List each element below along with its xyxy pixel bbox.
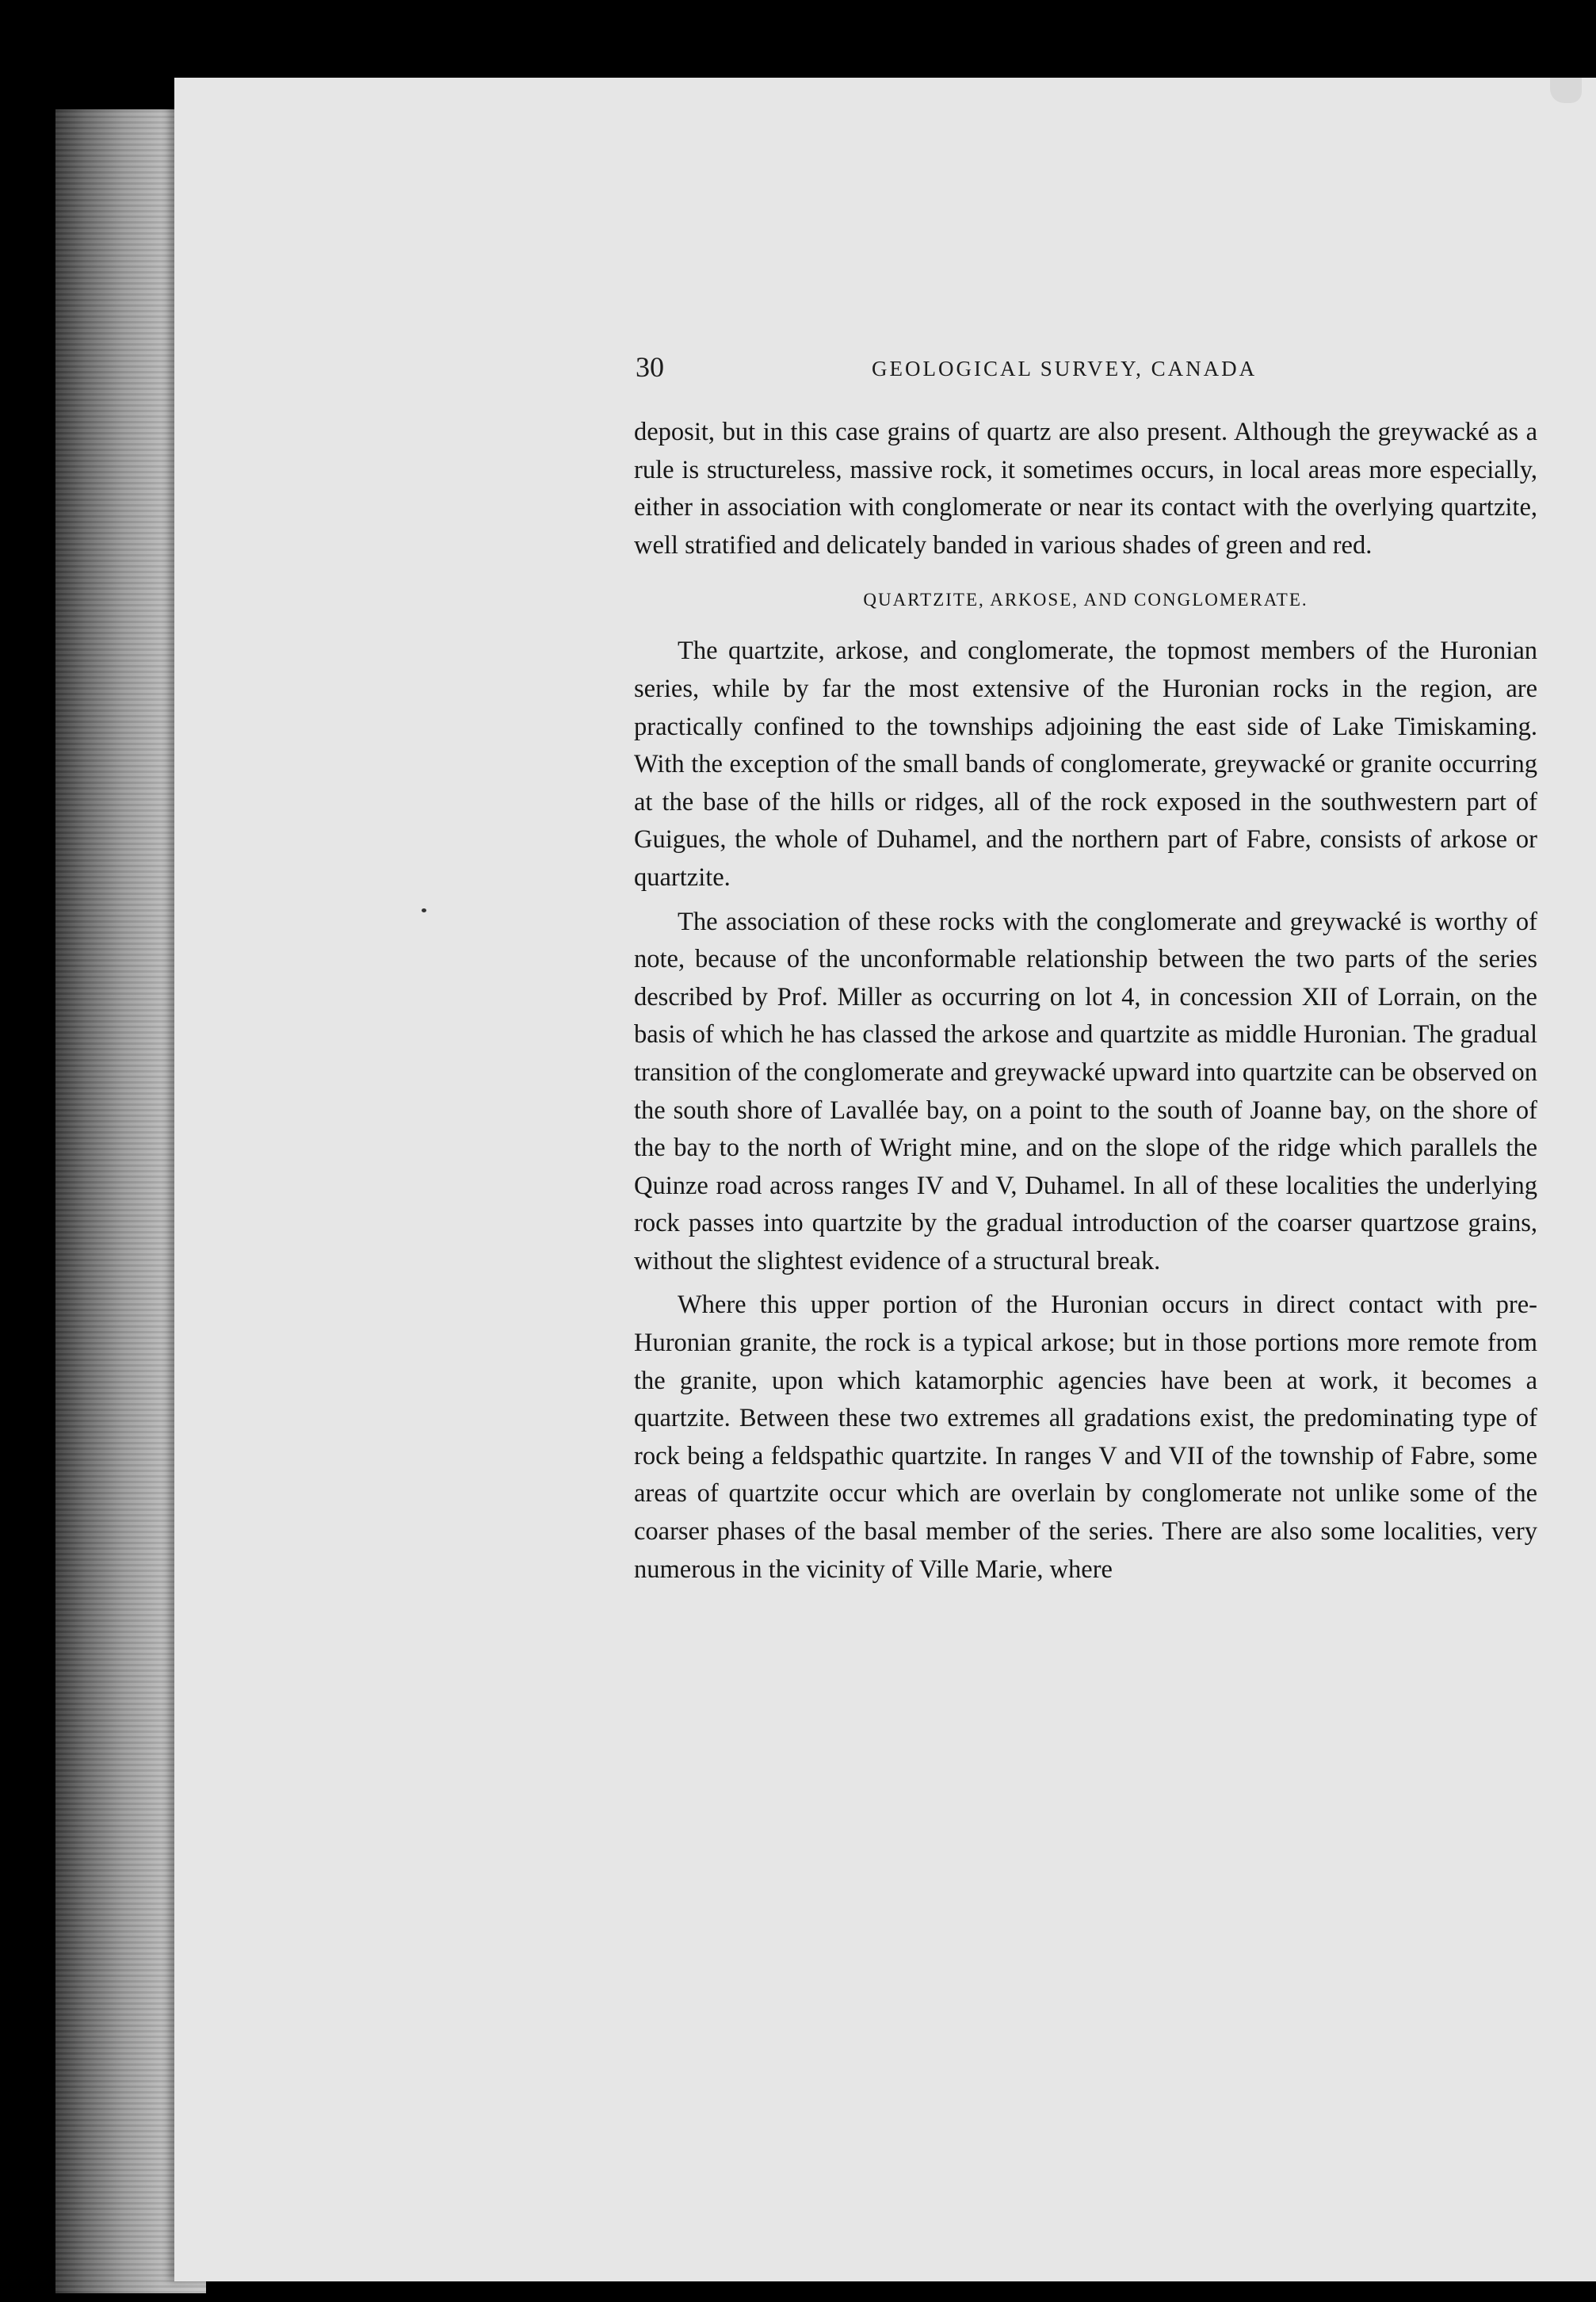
body-text xyxy=(634,414,1537,1589)
page-header xyxy=(636,350,1539,390)
page-number: 30 xyxy=(636,351,664,383)
running-head: GEOLOGICAL SURVEY, CANADA xyxy=(872,357,1258,380)
paragraph: The quartzite, arkose, and conglomerate, the topmost members of the Huronian series, while by far the most extensive of the Huronian rocks in the region, are practically confined to the townships adjoining the east side of Lake Timiskaming. With the exception of the small bands of conglomerate, greywacké or granite occurring at the base of the hills or ridges, all of the rock exposed in the southwestern part of Guigues, the whole of Duhamel, and the northern part of Fabre, consists of arkose or quartzite. xyxy=(634,637,1537,892)
stray-ink-mark xyxy=(422,908,426,912)
paragraph-continuation: deposit, but in this case grains of quartz are also present. Although the greywacké as a rule is structureless, massive rock, it sometimes occurs, in local areas more especially, either in association with conglomerate or near its contact with the overlying quartzite, well stratified and delicately banded in various shades of green and red. xyxy=(634,418,1537,560)
paragraph: The association of these rocks with the conglomerate and greywacké is worthy of note, because of the unconformable relationship between the two parts of the series described by Prof. Miller as occurring on lot 4, in concession XII of Lorrain, on the basis of which he has classed the arkose and quartzite as middle Huronian. The gradual transition of the conglomerate and greywacké upward into quartzite can be observed on the south shore of Lavallée bay, on a point to the south of Joanne bay, on the shore of the bay to the north of Wright mine, and on the slope of the ridge which parallels the Quinze road across ranges IV and V, Duhamel. In all of these localities the underlying rock passes into quartzite by the gradual introduction of the coarser quartzose grains, without the slightest evidence of a structural break. xyxy=(634,907,1537,1275)
section-heading: QUARTZITE, ARKOSE, AND CONGLOMERATE. xyxy=(863,590,1308,610)
paragraph: Where this upper portion of the Huronian occurs in direct contact with pre-Huronian granite, the rock is a typical arkose; but in those portions more remote from the granite, upon which katamorphic agencies have been at work, it becomes a quartzite. Between these two extremes all gradations exist, the predominating type of rock being a feldspathic quartzite. In ranges V and VII of the township of Fabre, some areas of quartzite occur which are overlain by conglomerate not unlike some of the coarser phases of the basal member of the series. There are also some localities, very numerous in the vicinity of Ville Marie, where xyxy=(634,1291,1537,1584)
corner-mark xyxy=(1550,78,1582,103)
